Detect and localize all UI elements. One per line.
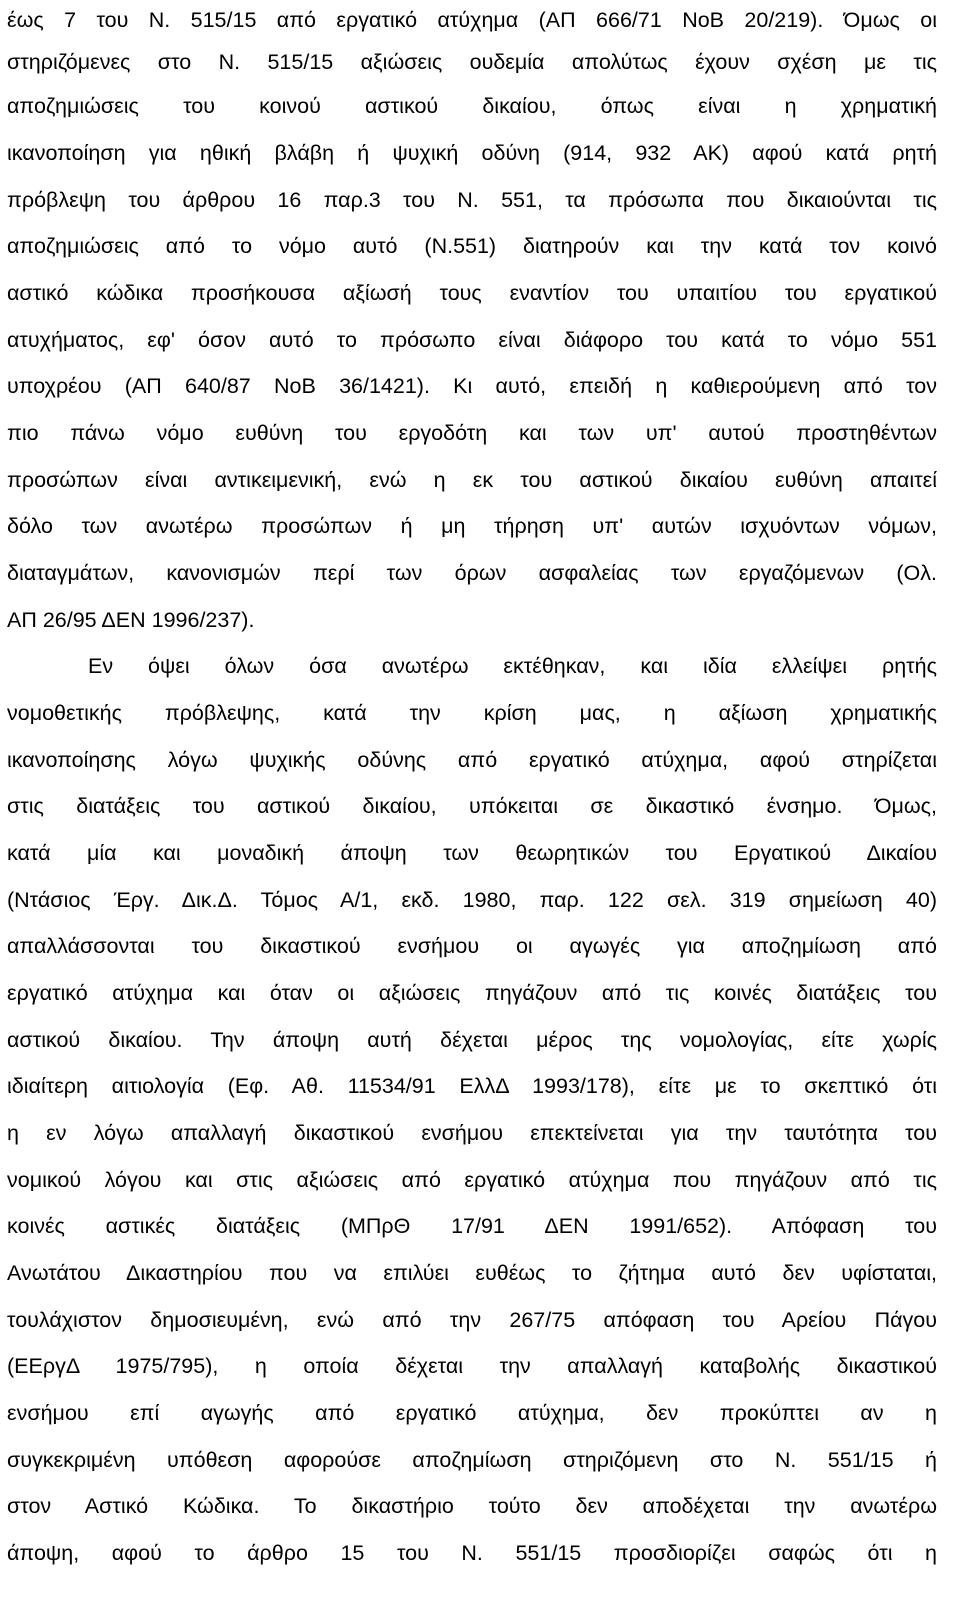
text-line: Εν όψει όλων όσα ανωτέρω εκτέθηκαν, και ιδία ελλείψει ρητής: [88, 654, 937, 678]
text-line: κοινές αστικές διατάξεις (ΜΠρΘ 17/91 ΔΕΝ 1991/652). Απόφαση του: [7, 1214, 937, 1238]
text-line: διαταγμάτων, κανονισμών περί των όρων ασφαλείας των εργαζόμενων (Ολ.: [7, 561, 937, 585]
text-line: αστικού δικαίου. Την άποψη αυτή δέχεται μέρος της νομολογίας, είτε χωρίς: [7, 1028, 937, 1052]
text-line: νομικού λόγου και στις αξιώσεις από εργατικό ατύχημα που πηγάζουν από τις: [7, 1168, 937, 1192]
text-line: κατά μία και μοναδική άποψη των θεωρητικών του Εργατικού Δικαίου: [7, 841, 937, 865]
text-line: αποζημιώσεις από το νόμο αυτό (Ν.551) διατηρούν και την κατά τον κοινό: [7, 234, 937, 258]
text-line: νομοθετικής πρόβλεψης, κατά την κρίση μας, η αξίωση χρηματικής: [7, 701, 937, 725]
text-line: ΑΠ 26/95 ΔΕΝ 1996/237).: [7, 608, 255, 632]
text-line: (ΕΕργΔ 1975/795), η οποία δέχεται την απαλλαγή καταβολής δικαστικού: [7, 1354, 937, 1378]
text-line: ενσήμου επί αγωγής από εργατικό ατύχημα, δεν προκύπτει αν η: [7, 1401, 937, 1425]
text-line: στις διατάξεις του αστικού δικαίου, υπόκειται σε δικαστικό ένσημο. Όμως,: [7, 794, 937, 818]
text-line: η εν λόγω απαλλαγή δικαστικού ενσήμου επεκτείνεται για την ταυτότητα του: [7, 1121, 937, 1145]
text-line: στον Αστικό Κώδικα. Το δικαστήριο τούτο δεν αποδέχεται την ανωτέρω: [7, 1494, 937, 1518]
text-line: πρόβλεψη του άρθρου 16 παρ.3 του Ν. 551, τα πρόσωπα που δικαιούνται τις: [7, 188, 937, 212]
text-line: ατυχήματος, εφ' όσον αυτό το πρόσωπο είναι διάφορο του κατά το νόμο 551: [7, 328, 937, 352]
text-line: αστικό κώδικα προσήκουσα αξίωσή τους εναντίον του υπαιτίου του εργατικού: [7, 281, 937, 305]
text-line: εργατικό ατύχημα και όταν οι αξιώσεις πηγάζουν από τις κοινές διατάξεις του: [7, 981, 937, 1005]
text-line: έως 7 του Ν. 515/15 από εργατικό ατύχημα (ΑΠ 666/71 ΝοΒ 20/219). Όμως οι: [7, 8, 937, 32]
text-line: προσώπων είναι αντικειμενική, ενώ η εκ του αστικού δικαίου ευθύνη απαιτεί: [7, 468, 937, 492]
text-line: ιδιαίτερη αιτιολογία (Εφ. Αθ. 11534/91 ΕλλΔ 1993/178), είτε με το σκεπτικό ότι: [7, 1074, 937, 1098]
text-line: Ανωτάτου Δικαστηρίου που να επιλύει ευθέως το ζήτημα αυτό δεν υφίσταται,: [7, 1261, 937, 1285]
text-line: άποψη, αφού το άρθρο 15 του Ν. 551/15 προσδιορίζει σαφώς ότι η: [7, 1541, 937, 1565]
text-line: απαλλάσσονται του δικαστικού ενσήμου οι αγωγές για αποζημίωση από: [7, 934, 937, 958]
text-line: δόλο των ανωτέρω προσώπων ή μη τήρηση υπ' αυτών ισχυόντων νόμων,: [7, 514, 937, 538]
text-line: συγκεκριμένη υπόθεση αφορούσε αποζημίωση στηριζόμενη στο Ν. 551/15 ή: [7, 1448, 937, 1472]
text-line: τουλάχιστον δημοσιευμένη, ενώ από την 267/75 απόφαση του Αρείου Πάγου: [7, 1308, 937, 1332]
text-line: αποζημιώσεις του κοινού αστικού δικαίου, όπως είναι η χρηματική: [7, 94, 937, 118]
text-line: πιο πάνω νόμο ευθύνη του εργοδότη και των υπ' αυτού προστηθέντων: [7, 421, 937, 445]
text-line: (Ντάσιος Έργ. Δικ.Δ. Τόμος Α/1, εκδ. 1980, παρ. 122 σελ. 319 σημείωση 40): [7, 888, 937, 912]
text-line: στηριζόμενες στο Ν. 515/15 αξιώσεις ουδεμία απολύτως έχουν σχέση με τις: [7, 50, 937, 74]
text-line: υποχρέου (ΑΠ 640/87 ΝοΒ 36/1421). Κι αυτό, επειδή η καθιερούμενη από τον: [7, 374, 937, 398]
text-line: ικανοποίηση για ηθική βλάβη ή ψυχική οδύνη (914, 932 ΑΚ) αφού κατά ρητή: [7, 141, 937, 165]
text-line: ικανοποίησης λόγω ψυχικής οδύνης από εργατικό ατύχημα, αφού στηρίζεται: [7, 748, 937, 772]
